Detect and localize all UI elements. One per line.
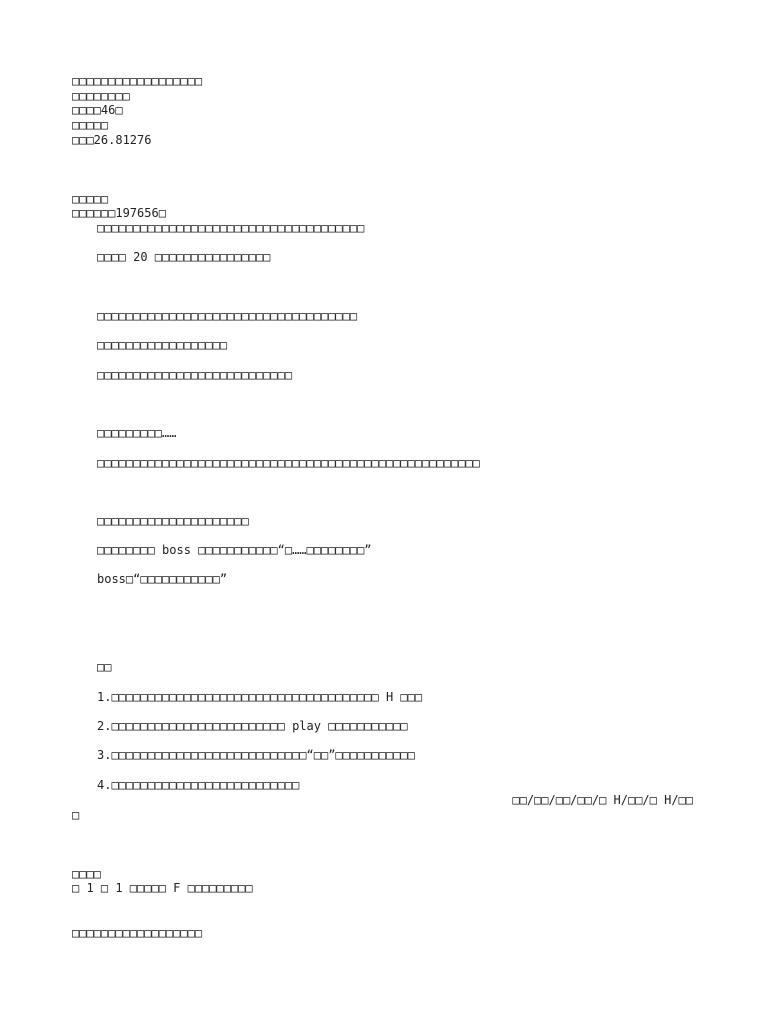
header-line-2: □□□□□□□□: [72, 89, 130, 103]
body-paragraph-4: □□□□□□□□□□□□□□□□□□: [97, 338, 228, 352]
info-line-1: □□□□□: [72, 192, 109, 206]
footer-line-2: □ 1 □ 1 □□□□□ F □□□□□□□□□: [72, 881, 253, 895]
body-paragraph-7: □□□□□□□□□□□□□□□□□□□□□□□□□□□□□□□□□□□□□□□□□□□□□□□□□□□□□: [97, 456, 480, 470]
info-line-2: □□□□□□197656□: [72, 206, 166, 220]
end-mark: □: [72, 808, 80, 822]
body-paragraph-10: boss□“□□□□□□□□□□□”: [97, 572, 228, 586]
body-paragraph-1: □□□□□□□□□□□□□□□□□□□□□□□□□□□□□□□□□□□□□: [97, 221, 365, 235]
header-line-5: □□□26.81276: [72, 133, 152, 147]
header-line-3: □□□□46□: [72, 103, 123, 117]
body-paragraph-8: □□□□□□□□□□□□□□□□□□□□□: [97, 514, 249, 528]
body-paragraph-5: □□□□□□□□□□□□□□□□□□□□□□□□□□□: [97, 368, 293, 382]
footer-line-3: □□□□□□□□□□□□□□□□□□: [72, 926, 203, 940]
notes-item-4: 4.□□□□□□□□□□□□□□□□□□□□□□□□□□: [97, 778, 300, 792]
header-line-1: □□□□□□□□□□□□□□□□□□: [72, 74, 203, 88]
footer-line-1: □□□□: [72, 867, 101, 881]
body-paragraph-3: □□□□□□□□□□□□□□□□□□□□□□□□□□□□□□□□□□□□: [97, 309, 358, 323]
header-line-4: □□□□□: [72, 118, 109, 132]
body-paragraph-9: □□□□□□□□ boss □□□□□□□□□□□“□……□□□□□□□□”: [97, 543, 372, 557]
notes-item-1: 1.□□□□□□□□□□□□□□□□□□□□□□□□□□□□□□□□□□□□□ H □□□: [97, 690, 423, 704]
body-paragraph-2: □□□□ 20 □□□□□□□□□□□□□□□□: [97, 250, 271, 264]
notes-item-2: 2.□□□□□□□□□□□□□□□□□□□□□□□□ play □□□□□□□□□□□: [97, 719, 408, 733]
body-paragraph-6: □□□□□□□□□……: [97, 426, 177, 440]
notes-item-3: 3.□□□□□□□□□□□□□□□□□□□□□□□□□□□“□□”□□□□□□□□□□□: [97, 748, 415, 762]
tags-line: □□/□□/□□/□□/□ H/□□/□ H/□□: [512, 793, 693, 807]
notes-title: □□: [97, 660, 112, 674]
